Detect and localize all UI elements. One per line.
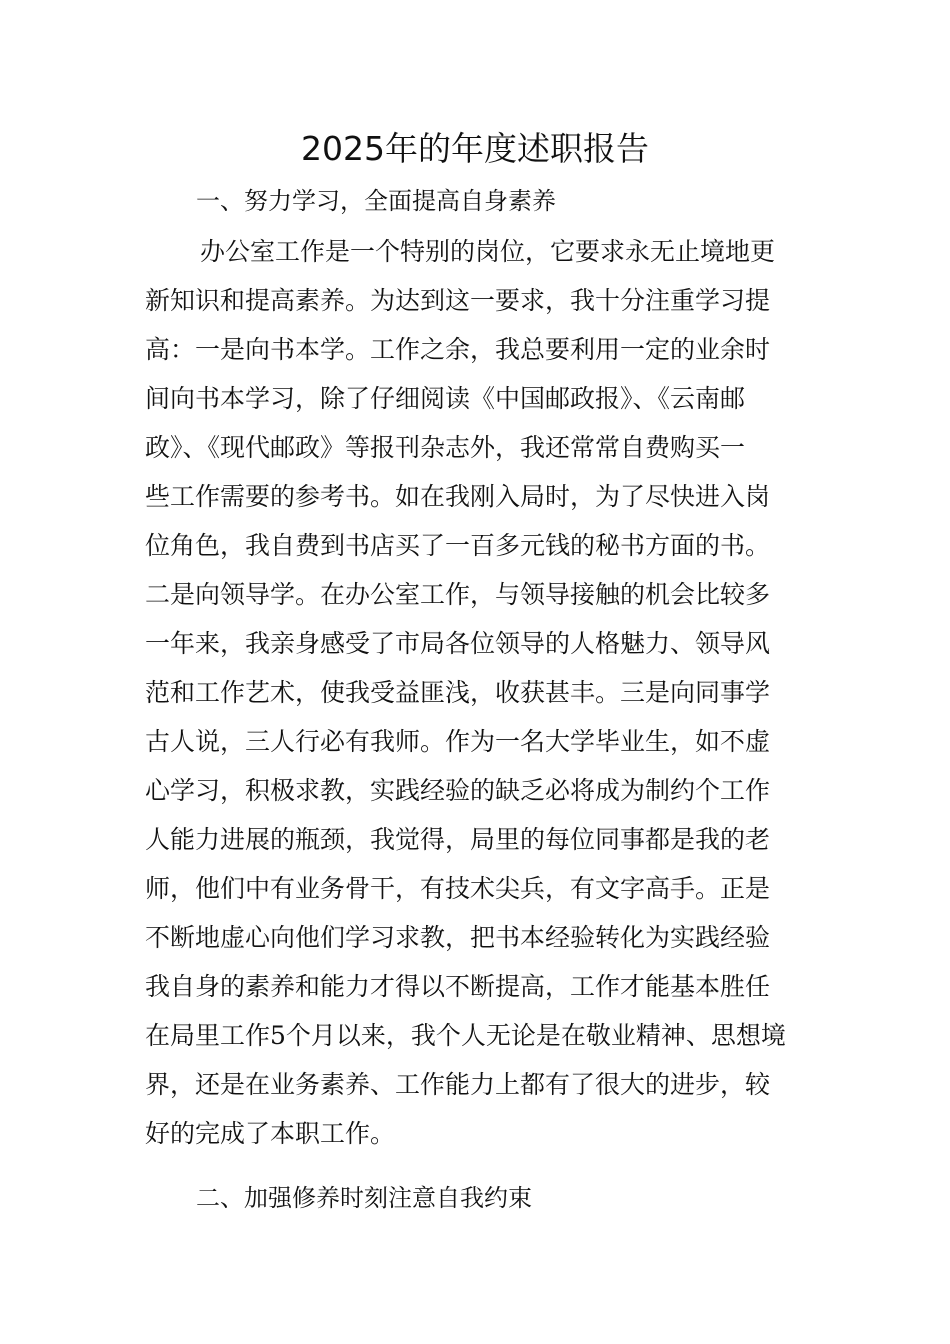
body-line: 高：一是向书本学。工作之余，我总要利用一定的业余时 xyxy=(145,335,771,364)
body-line: 心学习，积极求教，实践经验的缺乏必将成为制约个工作 xyxy=(145,776,771,805)
body-line: 政》、《现代邮政》等报刊杂志外，我还常常自费购买一 xyxy=(145,433,746,462)
body-line: 二是向领导学。在办公室工作，与领导接触的机会比较多 xyxy=(145,580,771,609)
section-heading-2: 二、加强修养时刻注意自我约束 xyxy=(196,1184,532,1212)
body-line: 一年来，我亲身感受了市局各位领导的人格魅力、领导风 xyxy=(145,629,771,658)
body-paragraph xyxy=(145,227,810,1158)
body-line: 好的完成了本职工作。 xyxy=(145,1119,396,1148)
body-line: 办公室工作是一个特别的岗位，它要求永无止境地更 xyxy=(200,237,776,266)
body-line: 位角色，我自费到书店买了一百多元钱的秘书方面的书。 xyxy=(145,531,771,560)
document-title: 2025年的年度述职报告 xyxy=(301,129,649,168)
body-line: 界，还是在业务素养、工作能力上都有了很大的进步，较 xyxy=(145,1070,771,1099)
body-line: 间向书本学习，除了仔细阅读《中国邮政报》、《云南邮 xyxy=(145,384,746,413)
body-line: 不断地虚心向他们学习求教，把书本经验转化为实践经验 xyxy=(145,923,771,952)
body-line: 人能力进展的瓶颈，我觉得，局里的每位同事都是我的老 xyxy=(145,825,771,854)
body-line: 我自身的素养和能力才得以不断提高，工作才能基本胜任 xyxy=(145,972,771,1001)
section-heading-1: 一、努力学习，全面提高自身素养 xyxy=(196,187,556,215)
body-line: 师，他们中有业务骨干，有技术尖兵，有文字高手。正是 xyxy=(145,874,771,903)
body-line: 在局里工作5个月以来，我个人无论是在敬业精神、思想境 xyxy=(145,1021,786,1050)
body-line: 些工作需要的参考书。如在我刚入局时，为了尽快进入岗 xyxy=(145,482,771,511)
body-line: 新知识和提高素养。为达到这一要求，我十分注重学习提 xyxy=(145,286,771,315)
body-line: 古人说，三人行必有我师。作为一名大学毕业生，如不虚 xyxy=(145,727,771,756)
body-line: 范和工作艺术，使我受益匪浅，收获甚丰。三是向同事学 xyxy=(145,678,771,707)
